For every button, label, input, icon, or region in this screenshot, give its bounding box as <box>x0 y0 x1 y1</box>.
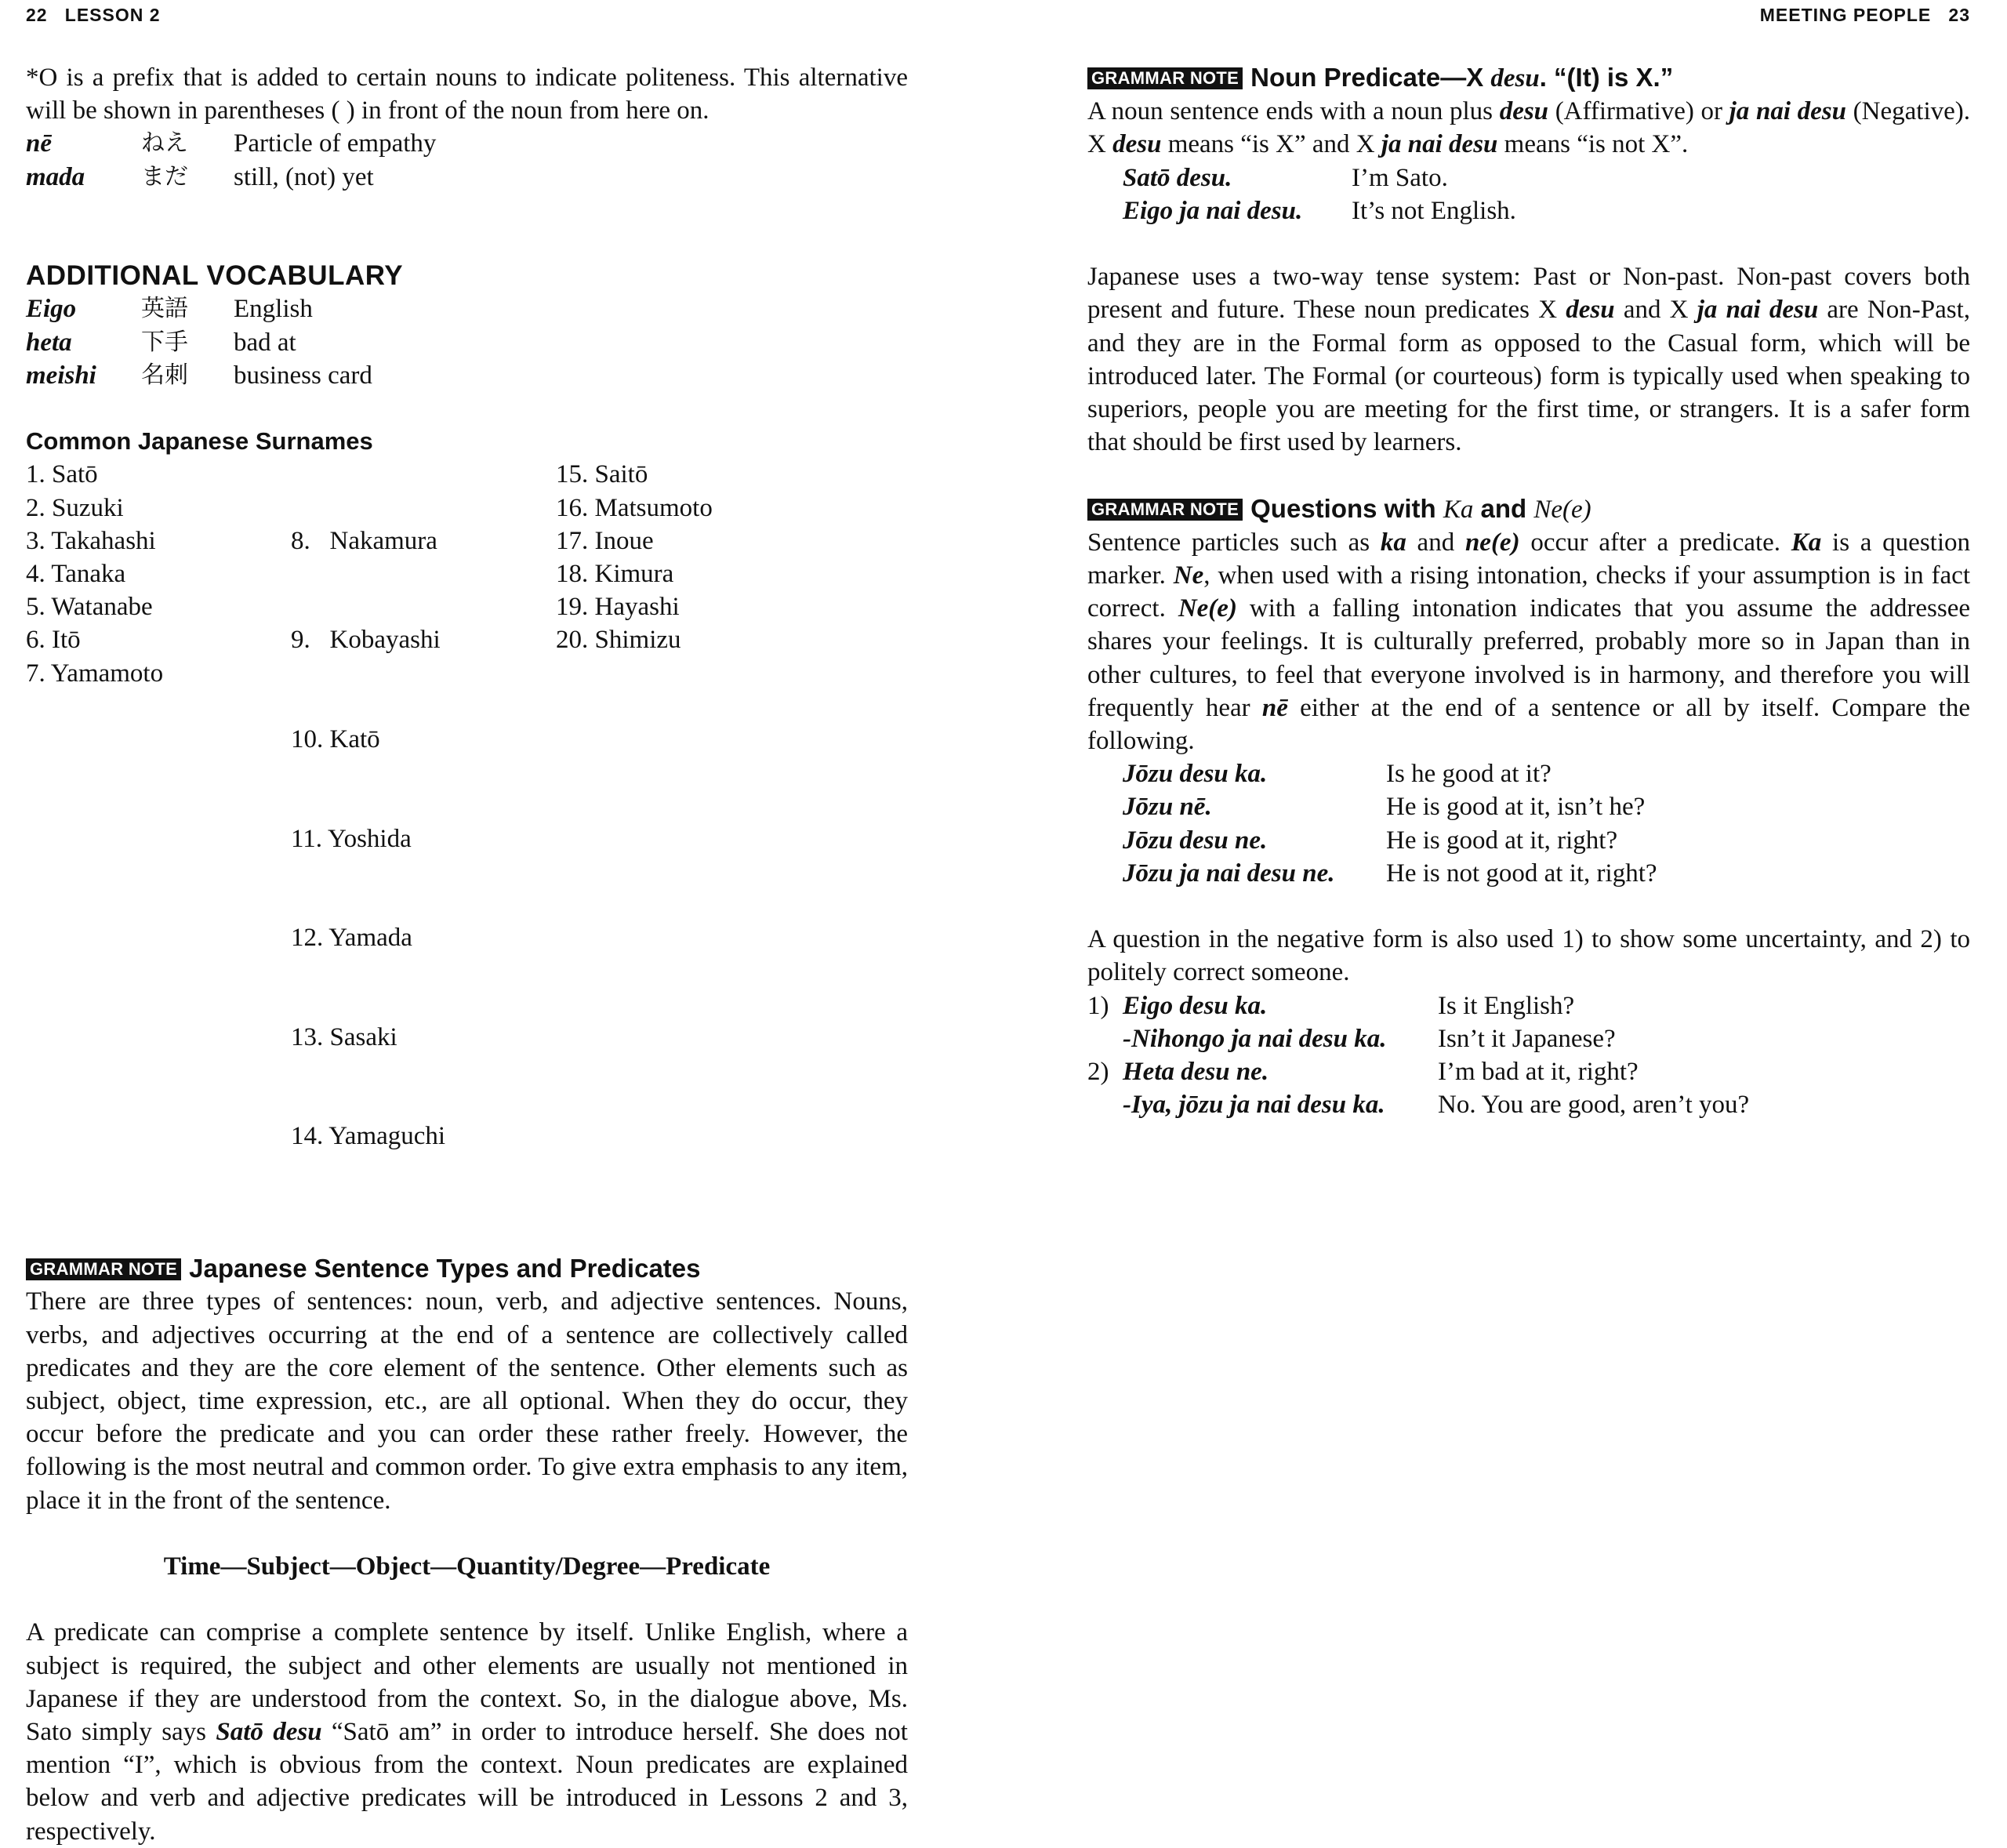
text: Japanese uses a two-way tense system: Past or Non-past. Non-past covers both present and future. These noun predicates X <box>1087 263 1970 325</box>
term: nē <box>1261 693 1288 722</box>
surnames-column-3 <box>556 458 821 1219</box>
surname-item: 19. Hayashi <box>556 593 680 622</box>
vocab-row <box>26 127 908 160</box>
text: are Non-Past, and they are in the Formal form as opposed to the Casual form, which will be introduced later. The Formal (or courteous) form is typically used when speaking to superiors, people you are meeting for the first time, or strangers. It is a safer form that should be first used by learners. <box>1087 296 1970 457</box>
term: ja nai desu <box>1381 130 1498 159</box>
example-japanese: Jōzu desu ka. <box>1123 760 1268 789</box>
example-english: Is it English? <box>1438 991 1575 1020</box>
vocab-romaji: Eigo <box>26 295 77 324</box>
example-row <box>1087 757 1970 790</box>
example-row <box>1087 1088 1970 1121</box>
heading-text: . “(It) is X.” <box>1539 63 1674 92</box>
heading-term: Ka <box>1443 495 1474 524</box>
example-row <box>1087 989 1970 1022</box>
surnames-heading: Common Japanese Surnames <box>26 427 373 456</box>
vocab-meaning: business card <box>234 361 372 390</box>
vocab-romaji: heta <box>26 328 72 357</box>
text: with a falling intonation indicates that you assume the addressee shares your feelings. It is culturally preferred, probably more so in Japan than in other cultures, to feel that everyone involved is in harmony, and therefore you will frequently hear <box>1087 594 1970 722</box>
vocab-romaji: mada <box>26 162 85 191</box>
example-row <box>1087 162 1970 194</box>
prefix-note: *O is a prefix that is added to certain nouns to indicate politeness. This alternative will be shown in parentheses ( ) in front of the noun from here on. <box>26 64 908 125</box>
term: Ka <box>1791 528 1822 557</box>
grammar-note-badge: GRAMMAR NOTE <box>1087 67 1243 89</box>
noun-intro-paragraph <box>1087 95 1970 161</box>
text: Sentence particles such as <box>1087 528 1381 557</box>
vocab-kana: まだ <box>141 162 188 191</box>
surname-item: 5. Watanabe <box>26 593 153 622</box>
text: (Negative). X <box>1087 97 1970 159</box>
example-japanese: Eigo ja nai desu. <box>1123 196 1303 225</box>
surname-item: 9. Kobayashi <box>291 626 441 655</box>
term: ja nai desu <box>1697 296 1819 325</box>
surname-item: 17. Inoue <box>556 526 654 555</box>
sentence-types-heading <box>26 1252 908 1285</box>
example-english: He is good at it, isn’t he? <box>1386 793 1646 822</box>
word-order-line: Time—Subject—Object—Quantity/Degree—Predicate <box>163 1552 771 1581</box>
predicate-text: “Satō am” in order to introduce herself. She does not mention “I”, which is obvious from the context. Noun predicates are explained below and verb and adjective predicates will be introduced in Lessons 2 and 3, respectively. <box>26 1718 908 1846</box>
text: either at the end of a sentence or all by itself. Compare the following. <box>1087 693 1970 756</box>
example-japanese: Jōzu nē. <box>1123 793 1212 822</box>
right-page-number: 23 <box>1948 5 1970 25</box>
surname-item: 4. Tanaka <box>26 560 126 589</box>
term: Ne(e) <box>1178 594 1237 623</box>
left-page <box>0 0 1004 1846</box>
example-english: Is he good at it? <box>1386 760 1552 789</box>
example-japanese: -Nihongo ja nai desu ka. <box>1123 1024 1387 1053</box>
left-column <box>26 61 908 1848</box>
example-row <box>1087 790 1970 823</box>
surname-item: 15. Saitō <box>556 460 648 489</box>
text: , when used with a rising intonation, checks if your assumption is in fact correct. <box>1087 561 1970 623</box>
example-english: I’m Sato. <box>1352 163 1448 192</box>
example-row <box>1087 1022 1970 1055</box>
example-english: Isn’t it Japanese? <box>1438 1024 1616 1053</box>
predicate-text: A predicate can comprise a complete sentence by itself. Unlike English, where a subject is required, the subject and other elements are usually not mentioned in Japanese if they are understood from the context. So, in the dialogue above, Ms. Sato simply says <box>26 1618 908 1747</box>
example-english: It’s not English. <box>1352 196 1516 225</box>
sentence-types-title: Japanese Sentence Types and Predicates <box>189 1254 701 1283</box>
example-english: I’m bad at it, right? <box>1438 1058 1639 1087</box>
vocab-meaning: English <box>234 295 313 324</box>
text: and X <box>1614 296 1697 325</box>
grammar-note-badge: GRAMMAR NOTE <box>1087 499 1243 521</box>
heading-term: desu <box>1490 64 1540 93</box>
surname-item: 6. Itō <box>26 626 81 655</box>
example-english: He is not good at it, right? <box>1386 859 1657 888</box>
text: and <box>1406 528 1465 557</box>
right-section-title: MEETING PEOPLE <box>1759 5 1932 25</box>
example-japanese: Heta desu ne. <box>1123 1058 1269 1087</box>
text: means “is not X”. <box>1497 130 1689 159</box>
predicate-term: Satō desu <box>216 1718 322 1747</box>
vocab-meaning: Particle of empathy <box>234 129 437 158</box>
surname-item: 3. Takahashi <box>26 526 156 555</box>
surname-item: 12. Yamada <box>291 924 412 953</box>
example-english: He is good at it, right? <box>1386 826 1618 855</box>
example-japanese: Jōzu desu ne. <box>1123 826 1268 855</box>
example-number <box>1087 1088 1123 1121</box>
text: is a question marker. <box>1087 528 1970 590</box>
surnames-column-1 <box>26 458 291 1219</box>
heading-text: Noun Predicate—X <box>1250 63 1491 92</box>
right-page <box>1004 0 2007 1311</box>
text: A noun sentence ends with a noun plus <box>1087 97 1500 126</box>
left-running-header <box>26 5 161 26</box>
text: occur after a predicate. <box>1519 528 1791 557</box>
example-number <box>1087 1022 1123 1055</box>
surname-item: 10. Katō <box>291 725 380 754</box>
heading-text: Questions with <box>1250 493 1443 523</box>
example-number: 1) <box>1087 991 1109 1020</box>
example-row <box>1087 194 1970 227</box>
text: means “is X” and X <box>1161 130 1381 159</box>
vocab-row <box>26 359 908 392</box>
term: desu <box>1112 130 1162 159</box>
vocab-kana: ねえ <box>141 129 188 158</box>
heading-text: and <box>1473 493 1534 523</box>
additional-vocabulary-heading: ADDITIONAL VOCABULARY <box>26 260 404 292</box>
example-row <box>1087 857 1970 890</box>
vocab-kana: 名刺 <box>141 361 188 389</box>
vocab-meaning: still, (not) yet <box>234 162 374 191</box>
surname-item: 11. Yoshida <box>291 824 412 853</box>
noun-predicate-heading <box>1087 61 1970 95</box>
surname-item: 20. Shimizu <box>556 626 681 655</box>
surnames-table <box>26 458 908 1219</box>
vocab-kana: 英語 <box>141 295 188 323</box>
example-row <box>1087 824 1970 857</box>
example-japanese: Jōzu ja nai desu ne. <box>1123 859 1335 888</box>
text: (Affirmative) or <box>1548 97 1729 126</box>
surname-item: 2. Suzuki <box>26 493 124 522</box>
surname-item: 1. Satō <box>26 460 98 489</box>
term: ja nai desu <box>1729 97 1846 126</box>
example-row <box>1087 1055 1970 1088</box>
questions-heading <box>1087 492 1970 526</box>
vocab-row <box>26 292 908 325</box>
vocab-row <box>26 326 908 359</box>
surname-item: 16. Matsumoto <box>556 493 713 522</box>
vocab-romaji: meishi <box>26 361 96 390</box>
left-section-title: LESSON 2 <box>64 5 161 25</box>
grammar-note-badge: GRAMMAR NOTE <box>26 1258 181 1280</box>
term: desu <box>1499 97 1549 126</box>
term: ne(e) <box>1464 528 1520 557</box>
example-japanese: Eigo desu ka. <box>1123 991 1268 1020</box>
left-page-number: 22 <box>26 5 48 25</box>
surnames-column-2 <box>291 458 556 1219</box>
example-japanese: -Iya, jōzu ja nai desu ka. <box>1123 1091 1385 1120</box>
term: Ne <box>1173 561 1204 590</box>
tense-paragraph <box>1087 260 1970 459</box>
surname-item: 8. Nakamura <box>291 526 437 555</box>
example-english: No. You are good, aren’t you? <box>1438 1091 1750 1120</box>
right-column <box>1087 61 1970 1121</box>
example-japanese: Satō desu. <box>1123 163 1232 192</box>
surname-item: 7. Yamamoto <box>26 659 164 688</box>
questions-paragraph <box>1087 526 1970 757</box>
surname-item: 18. Kimura <box>556 560 674 589</box>
vocab-meaning: bad at <box>234 328 296 357</box>
right-running-header <box>1760 5 1970 26</box>
vocab-romaji: nē <box>26 129 52 158</box>
vocab-row <box>26 161 908 194</box>
surname-item: 13. Sasaki <box>291 1022 397 1051</box>
negative-question-paragraph: A question in the negative form is also used 1) to show some uncertainty, and 2) to politely correct someone. <box>1087 925 1970 987</box>
surname-item: 14. Yamaguchi <box>291 1122 446 1151</box>
heading-term: Ne(e) <box>1533 495 1591 524</box>
term: ka <box>1380 528 1406 557</box>
term: desu <box>1566 296 1615 325</box>
example-number: 2) <box>1087 1058 1109 1087</box>
sentence-types-paragraph: There are three types of sentences: noun, verb, and adjective sentences. Nouns, verbs, and adjectives occurring at the end of a sentence are collectively called predicates and they are the core element of the sentence. Other elements such as subject, object, time expression, etc., are all optional. When they do occur, they occur before the predicate and you can order these rather freely. However, the following is the most neutral and common order. To give extra emphasis to any item, place it in the front of the sentence. <box>26 1287 908 1515</box>
predicate-paragraph <box>26 1616 908 1847</box>
vocab-kana: 下手 <box>141 328 188 356</box>
